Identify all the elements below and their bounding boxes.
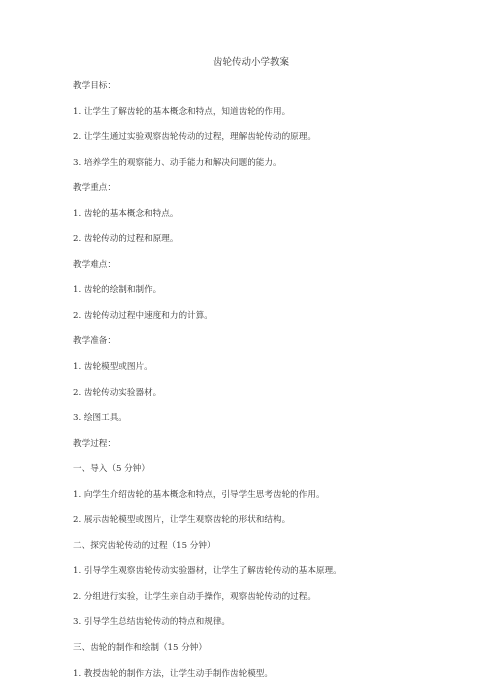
section-exploration: 二、探究齿轮传动的过程（15 分钟） — [73, 540, 216, 551]
heading-difficulties: 教学难点： — [73, 259, 116, 270]
exploration-item-1: 1. 引导学生观察齿轮传动实验器材，让学生了解齿轮传动的基本原理。 — [73, 566, 342, 577]
objective-item-2: 2. 让学生通过实验观察齿轮传动的过程，理解齿轮传动的原理。 — [73, 132, 316, 143]
section-making-drawing: 三、齿轮的制作和绘制（15 分钟） — [73, 643, 207, 654]
preparation-item-3: 3. 绘图工具。 — [73, 413, 127, 424]
introduction-item-2: 2. 展示齿轮模型或图片，让学生观察齿轮的形状和结构。 — [73, 515, 291, 526]
document-title: 齿轮传动小学教案 — [212, 57, 289, 68]
preparation-item-2: 2. 齿轮传动实验器材。 — [73, 387, 162, 398]
making-item-1: 1. 教授齿轮的制作方法，让学生动手制作齿轮模型。 — [73, 668, 273, 679]
exploration-item-2: 2. 分组进行实验，让学生亲自动手操作，观察齿轮传动的过程。 — [73, 591, 316, 602]
objective-item-3: 3. 培养学生的观察能力、动手能力和解决问题的能力。 — [73, 157, 282, 168]
preparation-item-1: 1. 齿轮模型或图片。 — [73, 362, 153, 373]
difficulty-item-1: 1. 齿轮的绘制和制作。 — [73, 285, 162, 296]
objective-item-1: 1. 让学生了解齿轮的基本概念和特点，知道齿轮的作用。 — [73, 106, 291, 117]
heading-preparation: 教学准备： — [73, 336, 116, 347]
document-body — [73, 80, 453, 693]
introduction-item-1: 1. 向学生介绍齿轮的基本概念和特点，引导学生思考齿轮的作用。 — [73, 489, 325, 500]
key-point-item-2: 2. 齿轮传动的过程和原理。 — [73, 234, 179, 245]
key-point-item-1: 1. 齿轮的基本概念和特点。 — [73, 208, 179, 219]
heading-key-points: 教学重点： — [73, 183, 116, 194]
heading-teaching-process: 教学过程： — [73, 438, 116, 449]
difficulty-item-2: 2. 齿轮传动过程中速度和力的计算。 — [73, 310, 213, 321]
exploration-item-3: 3. 引导学生总结齿轮传动的特点和规律。 — [73, 617, 231, 628]
heading-teaching-objectives: 教学目标： — [73, 81, 116, 91]
section-introduction: 一、导入（5 分钟） — [73, 464, 150, 475]
